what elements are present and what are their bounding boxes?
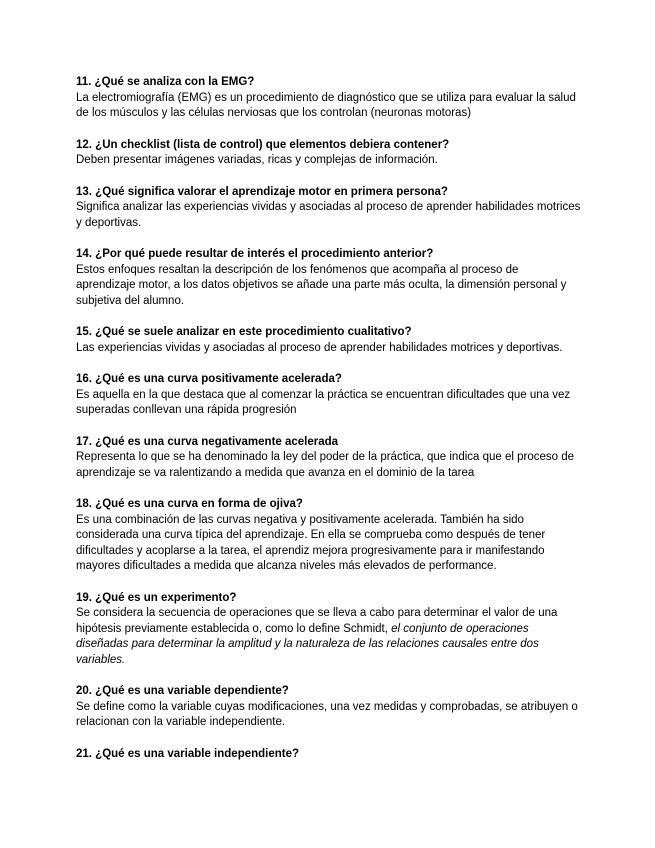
question-heading: 16. ¿Qué es una curva positivamente acelerada? — [76, 373, 342, 385]
answer-text: La electromiografía (EMG) es un procedimiento de diagnóstico que se utiliza para evaluar la salud de los músculos y las células nerviosas que los controlan (neuronas motoras) — [76, 91, 576, 119]
qa-item-17 — [76, 435, 581, 482]
qa-item-18 — [76, 497, 581, 575]
qa-item-11 — [76, 75, 581, 122]
answer-text: Es aquella en la que destaca que al comenzar la práctica se encuentran dificultades que una vez superadas conllevan una rápida progresión — [76, 388, 571, 416]
qa-item-20 — [76, 684, 581, 731]
qa-item-15 — [76, 325, 581, 356]
qa-item-16 — [76, 372, 581, 419]
answer-text: Representa lo que se ha denominado la ley del poder de la práctica, que indica que el proceso de aprendizaje se va ralentizando a medida que avanza en el dominio de la tarea — [76, 451, 575, 479]
question-heading: 19. ¿Qué es un experimento? — [76, 591, 237, 604]
qa-item-21 — [76, 747, 581, 763]
answer-text: Las experiencias vividas y asociadas al proceso de aprender habilidades motrices y deportivas. — [76, 341, 563, 354]
question-heading: 21. ¿Qué es una variable independiente? — [76, 747, 300, 760]
question-heading: 18. ¿Qué es una curva en forma de ojiva? — [76, 498, 303, 510]
answer-text: Significa analizar las experiencias vividas y asociadas al proceso de aprender habilidades motrices y deportivas. — [76, 201, 581, 229]
question-heading: 12. ¿Un checklist (lista de control) que elementos debiera contener? — [76, 138, 450, 151]
question-heading: 14. ¿Por qué puede resultar de interés el procedimiento anterior? — [76, 248, 434, 260]
question-heading: 13. ¿Qué significa valorar el aprendizaje motor en primera persona? — [76, 185, 448, 198]
qa-item-19 — [76, 591, 581, 669]
question-heading: 17. ¿Qué es una curva negativamente acelerada — [76, 435, 339, 448]
qa-item-12 — [76, 138, 581, 169]
qa-item-14 — [76, 247, 581, 309]
question-heading: 20. ¿Qué es una variable dependiente? — [76, 685, 289, 697]
answer-text: Deben presentar imágenes variadas, ricas y complejas de información. — [76, 154, 438, 166]
answer-text-italic-quote: el conjunto de operaciones diseñadas para determinar la amplitud y la naturaleza de las relaciones causales entre dos variables. — [76, 622, 539, 666]
answer-text-plain: Se considera la secuencia de operaciones que se lleva a cabo para determinar el valor de una hipótesis previamente establecida o, como lo define Schmidt, — [76, 607, 558, 635]
answer-text: Es una combinación de las curvas negativa y positivamente acelerada. También ha sido considerada una curva típica del aprendizaje. En ella se comprueba como después de tener dificultades y acoplarse a la tarea, el aprendiz mejora progresivamente para ir manifestando mayores dificultades a medida que alcanza niveles más elevados de performance. — [76, 513, 546, 572]
qa-item-13 — [76, 185, 581, 232]
question-heading: 15. ¿Qué se suele analizar en este procedimiento cualitativo? — [76, 326, 412, 338]
question-heading: 11. ¿Qué se analiza con la EMG? — [76, 76, 255, 88]
answer-text — [76, 606, 581, 668]
answer-text: Se define como la variable cuyas modificaciones, una vez medidas y comprobadas, se atribuyen o relacionan con la variable independiente. — [76, 700, 578, 728]
answer-text: Estos enfoques resaltan la descripción de los fenómenos que acompaña al proceso de aprendizaje motor, a los datos objetivos se añade una parte más oculta, la dimensión personal y subjetiva del alumno. — [76, 263, 567, 307]
